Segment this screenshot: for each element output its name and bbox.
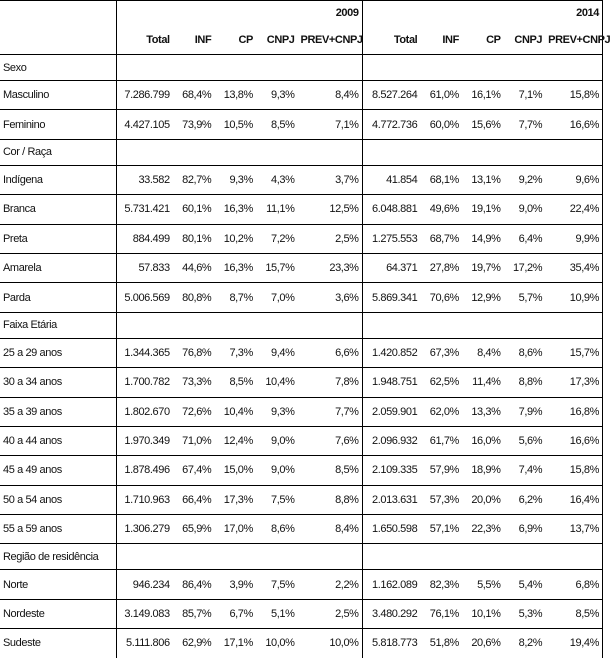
table-cell: 15,0% bbox=[214, 456, 256, 485]
row-label: Nordeste bbox=[0, 599, 117, 628]
table-cell: 8.527.264 bbox=[362, 81, 420, 110]
table-cell: 6,2% bbox=[504, 485, 546, 514]
table-cell: 9,4% bbox=[256, 338, 298, 367]
table-cell: 6,4% bbox=[504, 224, 546, 253]
table-cell: 57,9% bbox=[420, 456, 462, 485]
table-cell: 71,0% bbox=[173, 426, 215, 455]
table-cell: 7,5% bbox=[256, 485, 298, 514]
table-cell: 8,6% bbox=[256, 515, 298, 544]
table-cell: 18,9% bbox=[462, 456, 504, 485]
table-cell: 3,6% bbox=[298, 283, 363, 312]
table-cell: 61,7% bbox=[420, 426, 462, 455]
table-cell: 9,6% bbox=[545, 165, 602, 194]
table-cell: 15,8% bbox=[545, 81, 602, 110]
table-cell: 7,4% bbox=[504, 456, 546, 485]
table-cell: 8,5% bbox=[214, 368, 256, 397]
table-row bbox=[0, 515, 603, 544]
table-row bbox=[0, 456, 603, 485]
table-cell: 9,9% bbox=[545, 224, 602, 253]
table-cell: 7,9% bbox=[504, 397, 546, 426]
table-cell: 7,6% bbox=[298, 426, 363, 455]
section-spacer bbox=[362, 312, 602, 338]
table-cell: 16,3% bbox=[214, 253, 256, 282]
table-cell: 2.109.335 bbox=[362, 456, 420, 485]
table-cell: 3.149.083 bbox=[117, 599, 173, 628]
table-cell: 13,3% bbox=[462, 397, 504, 426]
section-label: Sexo bbox=[0, 55, 117, 81]
table-cell: 6,6% bbox=[298, 338, 363, 367]
table-cell: 9,3% bbox=[256, 81, 298, 110]
table-row bbox=[0, 397, 603, 426]
row-label: Parda bbox=[0, 283, 117, 312]
table-cell: 7,3% bbox=[214, 338, 256, 367]
table-cell: 8,5% bbox=[298, 456, 363, 485]
table-cell: 8,5% bbox=[256, 110, 298, 139]
table-row bbox=[0, 224, 603, 253]
table-cell: 9,0% bbox=[256, 456, 298, 485]
row-label: Sudeste bbox=[0, 629, 117, 658]
column-header: CP bbox=[462, 25, 504, 55]
section-spacer bbox=[117, 55, 363, 81]
table-cell: 2.059.901 bbox=[362, 397, 420, 426]
section-spacer bbox=[117, 312, 363, 338]
table-cell: 13,1% bbox=[462, 165, 504, 194]
column-header: PREV+CNPJ bbox=[298, 25, 363, 55]
table-cell: 7,1% bbox=[298, 110, 363, 139]
table-cell: 22,3% bbox=[462, 515, 504, 544]
table-cell: 16,8% bbox=[545, 397, 602, 426]
table-cell: 68,4% bbox=[173, 81, 215, 110]
table-cell: 5.869.341 bbox=[362, 283, 420, 312]
table-cell: 1.710.963 bbox=[117, 485, 173, 514]
table-cell: 6,8% bbox=[545, 570, 602, 599]
table-cell: 62,0% bbox=[420, 397, 462, 426]
table-cell: 5.006.569 bbox=[117, 283, 173, 312]
table-cell: 8,8% bbox=[298, 485, 363, 514]
row-label: Indígena bbox=[0, 165, 117, 194]
table-row bbox=[0, 599, 603, 628]
table-cell: 6,9% bbox=[504, 515, 546, 544]
table-cell: 5.818.773 bbox=[371, 637, 418, 650]
table-cell: 9,2% bbox=[504, 165, 546, 194]
table-cell: 12,4% bbox=[214, 426, 256, 455]
table-cell: 1.700.782 bbox=[117, 368, 173, 397]
table-cell: 73,3% bbox=[173, 368, 215, 397]
table-cell: 82,3% bbox=[420, 570, 462, 599]
table-cell: 6,7% bbox=[214, 599, 256, 628]
row-label: Masculino bbox=[0, 81, 117, 110]
table-row bbox=[0, 283, 603, 312]
table-cell: 8,4% bbox=[298, 515, 363, 544]
table-row bbox=[0, 485, 603, 514]
table-cell: 5.111.806 bbox=[125, 637, 170, 650]
table-cell: 3.480.292 bbox=[362, 599, 420, 628]
table-cell: 15,7% bbox=[545, 338, 602, 367]
table-row bbox=[0, 81, 603, 110]
section-spacer bbox=[117, 544, 363, 570]
table-cell: 73,9% bbox=[173, 110, 215, 139]
column-header: INF bbox=[173, 25, 215, 55]
table-row bbox=[0, 629, 603, 658]
table-cell: 57,3% bbox=[420, 485, 462, 514]
table-cell: 17,3% bbox=[545, 368, 602, 397]
section-row bbox=[0, 55, 603, 81]
table-cell: 16,6% bbox=[545, 110, 602, 139]
row-label: 35 a 39 anos bbox=[0, 397, 117, 426]
table-cell: 27,8% bbox=[420, 253, 462, 282]
table-cell: 1.344.365 bbox=[117, 338, 173, 367]
row-label: Norte bbox=[0, 570, 117, 599]
table-cell: 60,1% bbox=[173, 195, 215, 224]
table-cell: 86,4% bbox=[173, 570, 215, 599]
table-cell: 14,9% bbox=[462, 224, 504, 253]
table-cell: 10,9% bbox=[545, 283, 602, 312]
table-row bbox=[0, 368, 603, 397]
table-cell: 60,0% bbox=[420, 110, 462, 139]
row-label: 25 a 29 anos bbox=[0, 338, 117, 367]
table-cell: 35,4% bbox=[545, 253, 602, 282]
row-label: 30 a 34 anos bbox=[0, 368, 117, 397]
table-cell: 57,1% bbox=[420, 515, 462, 544]
table-cell: 61,0% bbox=[420, 81, 462, 110]
table-cell: 10,4% bbox=[214, 397, 256, 426]
table-cell: 72,6% bbox=[173, 397, 215, 426]
table-cell: 17,1% bbox=[223, 637, 253, 650]
table-cell: 10,4% bbox=[256, 368, 298, 397]
table-cell: 7,8% bbox=[298, 368, 363, 397]
table-cell: 5,7% bbox=[504, 283, 546, 312]
column-header: Total bbox=[362, 25, 420, 55]
table-cell: 19,1% bbox=[462, 195, 504, 224]
table-cell: 65,9% bbox=[173, 515, 215, 544]
table-cell: 17,0% bbox=[214, 515, 256, 544]
table-cell: 884.499 bbox=[117, 224, 173, 253]
table-cell: 1.878.496 bbox=[117, 456, 173, 485]
table-cell: 5,1% bbox=[256, 599, 298, 628]
year-2014-header: 2014 bbox=[362, 1, 602, 26]
table-cell: 23,3% bbox=[298, 253, 363, 282]
section-spacer bbox=[117, 139, 363, 165]
table-cell: 1.948.751 bbox=[362, 368, 420, 397]
table-cell: 8,7% bbox=[214, 283, 256, 312]
table-cell: 41.854 bbox=[362, 165, 420, 194]
table-cell: 6.048.881 bbox=[362, 195, 420, 224]
table-cell: 15,8% bbox=[545, 456, 602, 485]
table-cell: 7,7% bbox=[298, 397, 363, 426]
section-spacer bbox=[362, 55, 602, 81]
table-cell: 67,3% bbox=[420, 338, 462, 367]
table-cell: 2.096.932 bbox=[362, 426, 420, 455]
row-label: Feminino bbox=[0, 110, 117, 139]
section-row bbox=[0, 312, 603, 338]
row-label: Preta bbox=[0, 224, 117, 253]
table-body bbox=[0, 55, 603, 658]
table-cell: 8,4% bbox=[298, 81, 363, 110]
table-cell: 5,6% bbox=[504, 426, 546, 455]
table-cell: 7,5% bbox=[256, 570, 298, 599]
table-cell: 2,5% bbox=[298, 599, 363, 628]
table-cell: 44,6% bbox=[173, 253, 215, 282]
table-cell: 10,1% bbox=[462, 599, 504, 628]
table-cell: 1.650.598 bbox=[362, 515, 420, 544]
table-cell: 5,5% bbox=[462, 570, 504, 599]
table-cell: 80,1% bbox=[173, 224, 215, 253]
section-row bbox=[0, 139, 603, 165]
corner-cell bbox=[0, 1, 117, 26]
table-row bbox=[0, 253, 603, 282]
table-cell: 19,4% bbox=[545, 629, 602, 658]
table-cell: 85,7% bbox=[173, 599, 215, 628]
table-cell: 20,0% bbox=[462, 485, 504, 514]
row-label: Branca bbox=[0, 195, 117, 224]
table-row bbox=[0, 110, 603, 139]
table-cell: 2,2% bbox=[298, 570, 363, 599]
table-cell: 7,2% bbox=[256, 224, 298, 253]
table-cell: 22,4% bbox=[545, 195, 602, 224]
table-cell: 5,4% bbox=[504, 570, 546, 599]
table-row bbox=[0, 426, 603, 455]
table-cell: 4.427.105 bbox=[117, 110, 173, 139]
table-cell: 9,0% bbox=[256, 426, 298, 455]
table-cell: 12,9% bbox=[462, 283, 504, 312]
table-cell: 20,6% bbox=[471, 637, 501, 650]
table-cell: 9,0% bbox=[504, 195, 546, 224]
table-row bbox=[0, 570, 603, 599]
table-cell: 17,2% bbox=[504, 253, 546, 282]
column-header: INF bbox=[420, 25, 462, 55]
table-cell: 1.306.279 bbox=[117, 515, 173, 544]
table-cell: 66,4% bbox=[173, 485, 215, 514]
table-cell: 16,3% bbox=[214, 195, 256, 224]
table-cell: 5.731.421 bbox=[117, 195, 173, 224]
column-header: Total bbox=[117, 25, 173, 55]
table-cell: 51,8% bbox=[429, 637, 459, 650]
table-cell: 3,7% bbox=[298, 165, 363, 194]
table-cell: 16,6% bbox=[545, 426, 602, 455]
table-cell: 10,2% bbox=[214, 224, 256, 253]
table-cell: 19,7% bbox=[462, 253, 504, 282]
section-spacer bbox=[362, 139, 602, 165]
table-cell: 80,8% bbox=[173, 283, 215, 312]
table-cell: 1.802.670 bbox=[117, 397, 173, 426]
table-cell: 8,5% bbox=[545, 599, 602, 628]
section-label: Faixa Etária bbox=[0, 312, 117, 338]
table-cell: 15,7% bbox=[256, 253, 298, 282]
table-cell: 70,6% bbox=[420, 283, 462, 312]
table-row bbox=[0, 195, 603, 224]
table-cell: 1.420.852 bbox=[362, 338, 420, 367]
table-cell: 16,4% bbox=[545, 485, 602, 514]
section-row bbox=[0, 544, 603, 570]
table-cell: 7,0% bbox=[256, 283, 298, 312]
row-label: 40 a 44 anos bbox=[0, 426, 117, 455]
table-cell: 10,0% bbox=[298, 629, 363, 658]
table-cell: 4,3% bbox=[256, 165, 298, 194]
table-cell: 1.162.089 bbox=[362, 570, 420, 599]
year-2009-header: 2009 bbox=[117, 1, 363, 26]
table-cell: 11,1% bbox=[256, 195, 298, 224]
table-cell: 10,0% bbox=[265, 637, 295, 650]
column-header: CNPJ bbox=[504, 25, 546, 55]
table-cell: 7,7% bbox=[504, 110, 546, 139]
table-cell: 9,3% bbox=[256, 397, 298, 426]
table-cell: 8,6% bbox=[504, 338, 546, 367]
table-cell: 33.582 bbox=[117, 165, 173, 194]
column-header-row bbox=[0, 25, 603, 55]
table-cell: 16,1% bbox=[462, 81, 504, 110]
table-cell: 68,1% bbox=[420, 165, 462, 194]
table-cell: 15,6% bbox=[462, 110, 504, 139]
table-cell: 49,6% bbox=[420, 195, 462, 224]
table-cell: 8,2% bbox=[518, 637, 543, 650]
table-cell: 5,3% bbox=[504, 599, 546, 628]
table-cell: 8,8% bbox=[504, 368, 546, 397]
table-cell: 62,5% bbox=[420, 368, 462, 397]
column-header: PREV+CNPJ bbox=[545, 25, 602, 55]
table-cell: 2,5% bbox=[298, 224, 363, 253]
table-cell: 10,5% bbox=[214, 110, 256, 139]
table-cell: 13,8% bbox=[214, 81, 256, 110]
table-row bbox=[0, 338, 603, 367]
table-cell: 62,9% bbox=[182, 637, 212, 650]
table-cell: 946.234 bbox=[117, 570, 173, 599]
table-cell: 13,7% bbox=[545, 515, 602, 544]
label-header-cell bbox=[0, 25, 117, 55]
table-cell: 1.970.349 bbox=[117, 426, 173, 455]
section-label: Cor / Raça bbox=[0, 139, 117, 165]
table-cell: 64.371 bbox=[362, 253, 420, 282]
section-spacer bbox=[362, 544, 602, 570]
table-cell: 3,9% bbox=[214, 570, 256, 599]
section-label: Região de residência bbox=[0, 544, 117, 570]
table-cell: 11,4% bbox=[462, 368, 504, 397]
table-cell: 8,4% bbox=[462, 338, 504, 367]
table-cell: 7.286.799 bbox=[117, 81, 173, 110]
table-cell: 17,3% bbox=[214, 485, 256, 514]
row-label: 55 a 59 anos bbox=[0, 515, 117, 544]
table-cell: 82,7% bbox=[173, 165, 215, 194]
table-row bbox=[0, 165, 603, 194]
column-header: CP bbox=[214, 25, 256, 55]
table-cell: 68,7% bbox=[420, 224, 462, 253]
year-header-row bbox=[0, 1, 603, 26]
table-cell: 9,3% bbox=[214, 165, 256, 194]
table-cell: 67,4% bbox=[173, 456, 215, 485]
row-label: 50 a 54 anos bbox=[0, 485, 117, 514]
table-cell: 57.833 bbox=[117, 253, 173, 282]
table-cell: 76,8% bbox=[173, 338, 215, 367]
row-label: Amarela bbox=[0, 253, 117, 282]
table-cell: 16,0% bbox=[462, 426, 504, 455]
table-cell: 7,1% bbox=[504, 81, 546, 110]
table-cell: 4.772.736 bbox=[362, 110, 420, 139]
row-label: 45 a 49 anos bbox=[0, 456, 117, 485]
table-cell: 12,5% bbox=[298, 195, 363, 224]
table-cell: 76,1% bbox=[420, 599, 462, 628]
column-header: CNPJ bbox=[256, 25, 298, 55]
table-cell: 1.275.553 bbox=[362, 224, 420, 253]
table-cell: 2.013.631 bbox=[362, 485, 420, 514]
